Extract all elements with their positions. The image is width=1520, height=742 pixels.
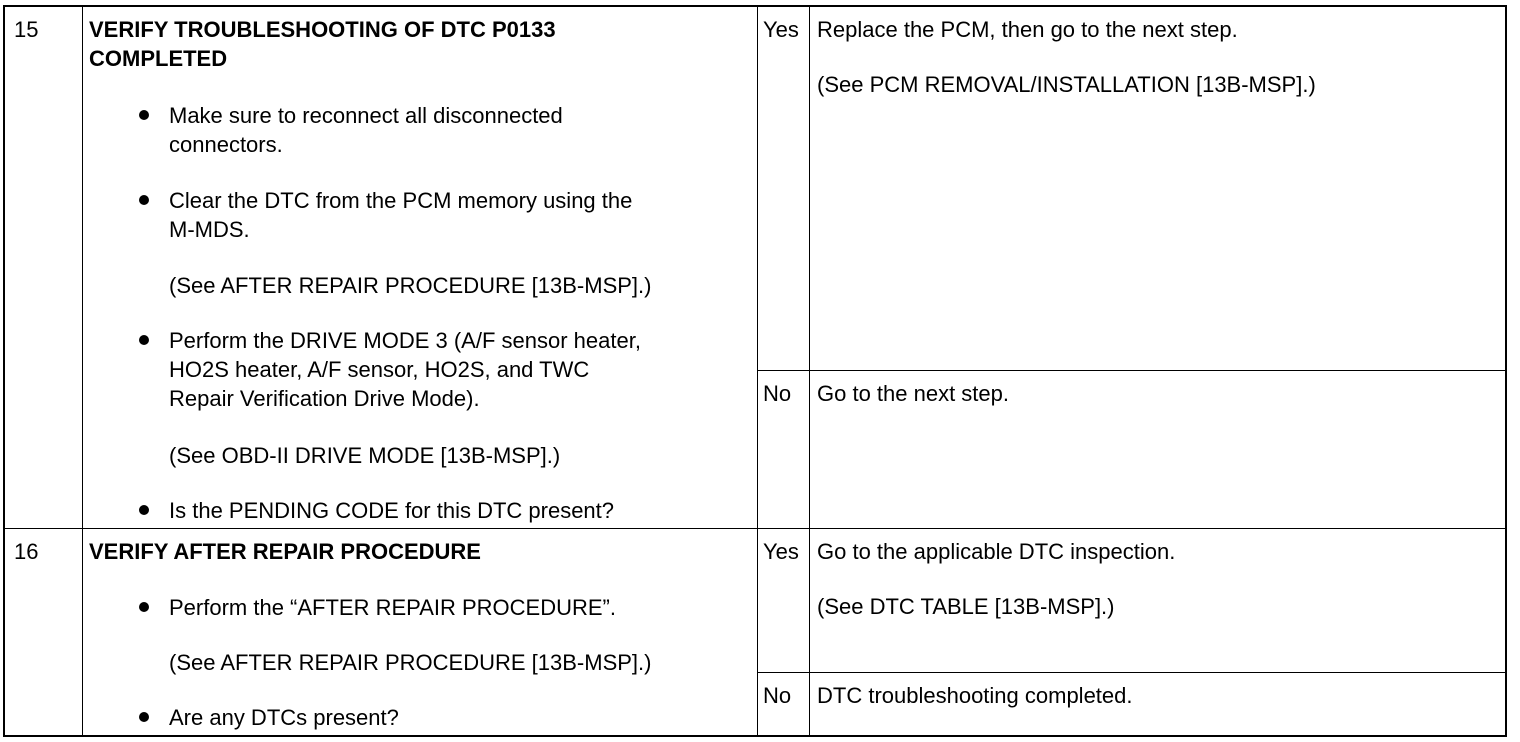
bullet-icon bbox=[139, 335, 149, 345]
step-title: COMPLETED bbox=[89, 46, 228, 71]
reference-link[interactable]: (See AFTER REPAIR PROCEDURE [13B-MSP].) bbox=[169, 650, 652, 675]
no-action: DTC troubleshooting completed. bbox=[817, 683, 1133, 708]
reference-link[interactable]: (See DTC TABLE [13B-MSP].) bbox=[817, 594, 1115, 619]
result-divider bbox=[757, 370, 1505, 371]
troubleshooting-table bbox=[3, 5, 1507, 737]
bullet-icon bbox=[139, 505, 149, 515]
column-divider bbox=[82, 7, 83, 735]
bullet-icon bbox=[139, 110, 149, 120]
step-description: VERIFY AFTER REPAIR PROCEDURE Perform the “AFTER REPAIR PROCEDURE”. (See AFTER REPAIR PROCEDURE [13B-MSP].) Are any DTCs present? bbox=[89, 539, 652, 730]
no-action: Go to the next step. bbox=[817, 381, 1010, 406]
row-divider bbox=[5, 528, 1505, 529]
reference-link[interactable]: (See PCM REMOVAL/INSTALLATION [13B-MSP].) bbox=[817, 72, 1316, 97]
yes-action: Replace the PCM, then go to the next step. bbox=[817, 17, 1238, 42]
reference-link[interactable]: (See AFTER REPAIR PROCEDURE [13B-MSP].) bbox=[169, 273, 652, 298]
column-divider bbox=[757, 7, 758, 735]
bullet-icon bbox=[139, 602, 149, 612]
yes-action: Go to the applicable DTC inspection. bbox=[817, 539, 1176, 564]
yes-label: Yes bbox=[763, 17, 799, 42]
bullet-icon bbox=[139, 195, 149, 205]
yes-label: Yes bbox=[763, 539, 799, 564]
no-label: No bbox=[763, 683, 792, 708]
bullet-icon bbox=[139, 712, 149, 722]
no-label: No bbox=[763, 381, 792, 406]
result-divider bbox=[757, 672, 1505, 673]
step-title: VERIFY AFTER REPAIR PROCEDURE bbox=[89, 539, 481, 564]
reference-link[interactable]: (See OBD-II DRIVE MODE [13B-MSP].) bbox=[169, 443, 561, 468]
step-number: 15 bbox=[14, 17, 39, 42]
step-title: VERIFY TROUBLESHOOTING OF DTC P0133 bbox=[89, 17, 556, 42]
step-number: 16 bbox=[14, 539, 39, 564]
column-divider bbox=[809, 7, 810, 735]
step-description: VERIFY TROUBLESHOOTING OF DTC P0133 COMPLETED Make sure to reconnect all disconnected connectors. Clear the DTC from the PCM memory using the M-MDS. (See AFTER REPAIR PROCEDURE [13B-MSP].) Perform the DRIVE MODE 3 (A/F sensor heater, HO2S heater, A/F sensor, HO2S, and TWC Repair Verification Drive Mode). (See OBD-II DRIVE MODE [13B-MSP].) Is the PENDING CODE for this DTC present? bbox=[89, 17, 652, 523]
